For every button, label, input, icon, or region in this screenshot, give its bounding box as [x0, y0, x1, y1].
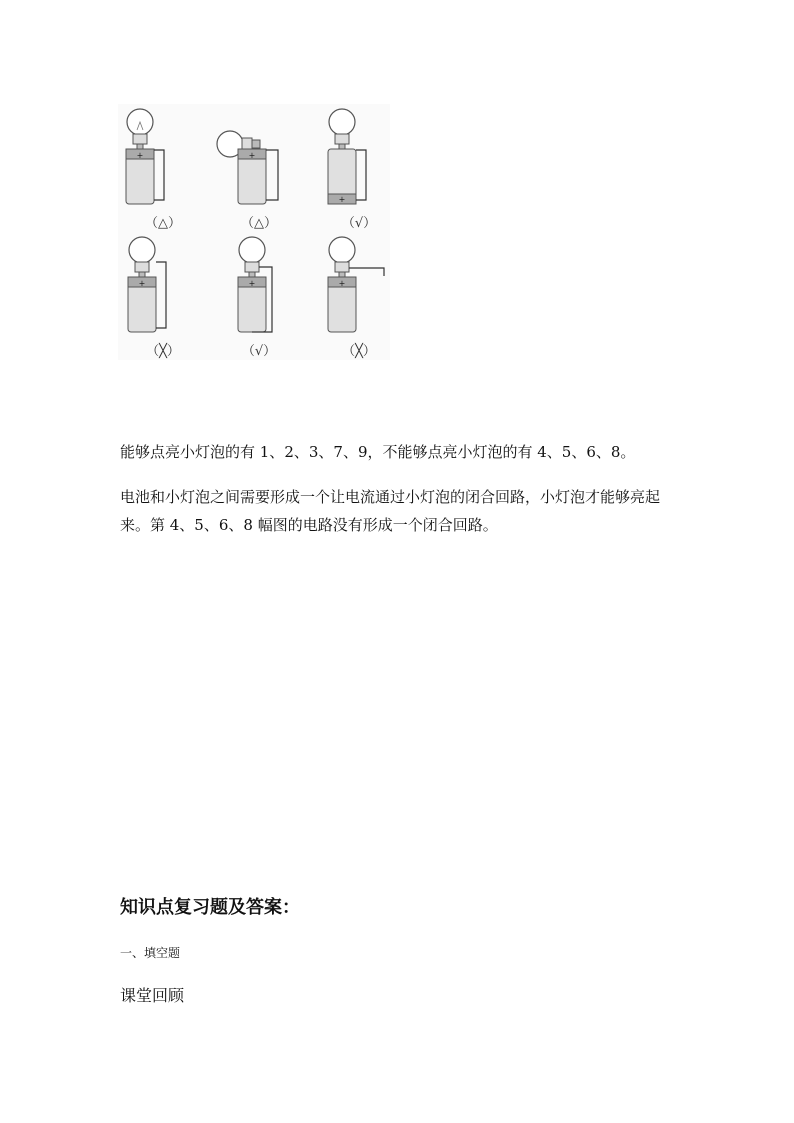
fill-blank-subheading: 一、填空题 — [120, 946, 181, 960]
svg-text:+: + — [338, 195, 346, 204]
circuit-diagram-5 — [214, 232, 304, 360]
circuit-diagram-4 — [118, 232, 208, 360]
review-heading: 知识点复习题及答案： — [120, 897, 300, 918]
svg-text:+: + — [338, 279, 346, 288]
svg-text:+: + — [136, 151, 144, 160]
result-mark-5: （√） — [241, 344, 277, 359]
circuit-diagram-1 — [118, 104, 208, 232]
classroom-review-title: 课堂回顾 — [120, 986, 185, 1005]
circuit-figure — [118, 104, 390, 360]
result-mark-3: （√） — [341, 216, 377, 231]
result-mark-6: （╳） — [342, 344, 376, 359]
svg-text:+: + — [248, 151, 256, 160]
circuit-diagram-6 — [314, 232, 404, 360]
svg-text:+: + — [138, 279, 146, 288]
svg-text:+: + — [248, 279, 256, 288]
answer-explanation: 电池和小灯泡之间需要形成一个让电流通过小灯泡的闭合回路，小灯泡才能够亮起来。第 4、5、6、8 幅图的电路没有形成一个闭合回路。 — [120, 488, 661, 534]
result-mark-2: （△） — [241, 216, 277, 231]
circuit-diagram-3 — [314, 104, 404, 232]
result-mark-4: （╳） — [146, 344, 180, 359]
answer-line-1: 能够点亮小灯泡的有 1、2、3、7、9，不能够点亮小灯泡的有 4、5、6、8。 — [120, 443, 636, 461]
circuit-diagram-2 — [214, 104, 304, 232]
result-mark-1: （△） — [145, 216, 181, 231]
